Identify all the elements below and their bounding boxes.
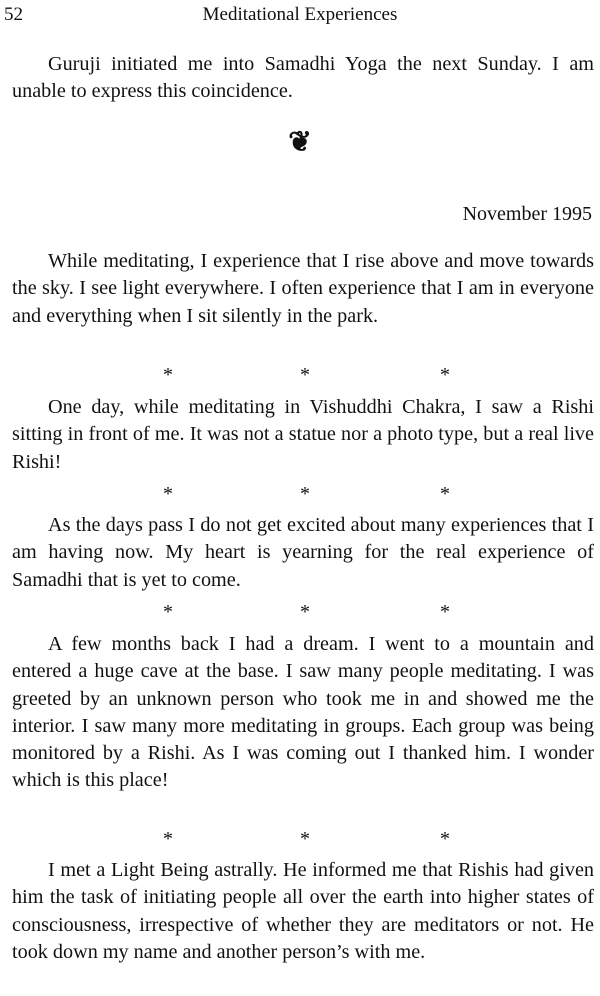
paragraph-initiation: Guruji initiated me into Samadhi Yoga the next Sunday. I am unable to express this coincidence. <box>12 53 594 103</box>
separator-star: * <box>440 483 450 505</box>
page-number: 52 <box>4 4 23 25</box>
separator-star: * <box>163 483 173 505</box>
separator-star: * <box>163 601 173 623</box>
separator-star: * <box>300 601 310 623</box>
separator-star: * <box>440 601 450 623</box>
paragraph-dream: A few months back I had a dream. I went to a mountain and entered a huge cave at the base. I saw many people meditating. I was greeted by an unknown person who took me in and showed me the interior. I saw many more meditating in groups. Each group was being monitored by a Rishi. As I was coming out I thanked him. I wonder which is this place! <box>12 633 594 792</box>
separator-star: * <box>440 828 450 850</box>
running-title: Meditational Experiences <box>202 4 398 25</box>
paragraph-meditating: While meditating, I experience that I rise above and move towards the sky. I see light everywhere. I often experience that I am in everyone and everything when I sit silently in the park. <box>12 250 594 327</box>
separator-star: * <box>440 364 450 386</box>
separator-star: * <box>300 364 310 386</box>
separator-star: * <box>163 364 173 386</box>
separator-star: * <box>300 483 310 505</box>
separator-star: * <box>163 828 173 850</box>
separator <box>0 601 600 623</box>
paragraph-rishi: One day, while meditating in Vishuddhi Chakra, I saw a Rishi sitting in front of me. It was not a statue nor a photo type, but a real live Rishi! <box>12 396 594 473</box>
section-ornament: ❦ <box>288 127 312 158</box>
separator <box>0 483 600 505</box>
separator <box>0 364 600 386</box>
entry-date: November 1995 <box>462 203 592 225</box>
separator-star: * <box>300 828 310 850</box>
paragraph-light-being: I met a Light Being astrally. He informed me that Rishis had given him the task of initiating people all over the earth into higher states of consciousness, irrespective of whether they are meditators or not. He took down my name and another person’s with me. <box>12 859 594 963</box>
separator <box>0 828 600 850</box>
page-header <box>0 4 600 30</box>
paragraph-days-pass: As the days pass I do not get excited about many experiences that I am having now. My heart is yearning for the real experience of Samadhi that is yet to come. <box>12 514 594 591</box>
